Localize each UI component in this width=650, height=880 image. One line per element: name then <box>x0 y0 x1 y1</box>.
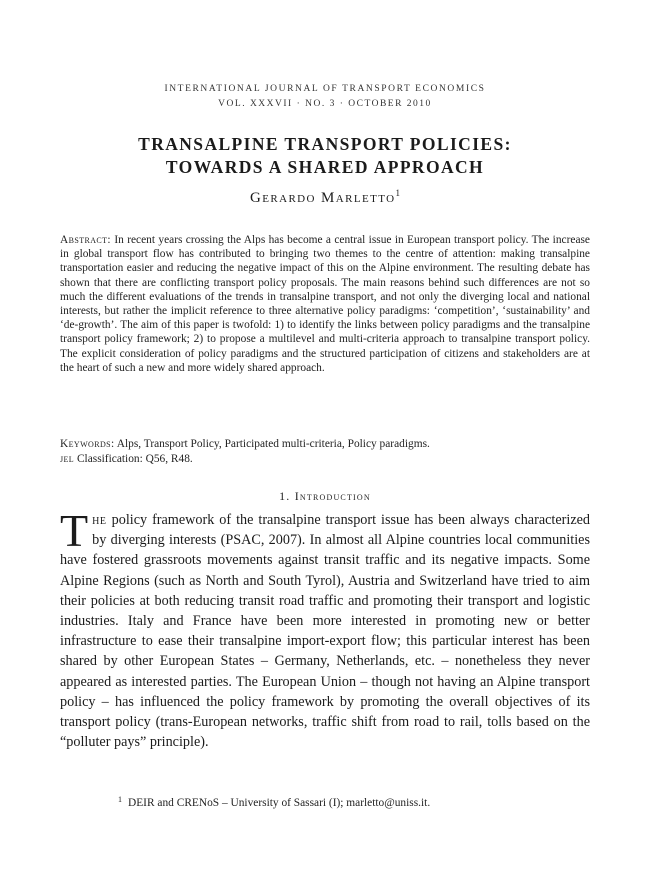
keywords-label: Keywords: <box>60 438 115 450</box>
jel-text: Classification: Q56, R48. <box>76 452 193 465</box>
footnote <box>118 795 598 809</box>
intro-paragraph <box>60 505 591 752</box>
jel-line <box>60 452 590 467</box>
intro-text: policy framework of the transalpine transport issue has been always characterized by diverging interests (PSAC, 2007). In almost all Alpine countries local communities have fostered grassroots movements against transit traffic and its negative impacts. Some Alpine Regions (such as North and South Tyrol), Austria and Switzerland have tried to aim their policies at both reducing transit road traffic and promoting their transport and logistic industries. Italy and France have been more interested in promoting new or better infrastructure to ease their transalpine import-export flow; this particular interest has been shared by other European States – Germany, Netherlands, etc. – nonetheless they never appeared as interested parties. The European Union – though not having an Alpine transport policy – has influenced the policy framework by promoting the overall objectives of its transport policy (trans-European networks, traffic shift from road to rail, tolls based on the “polluter pays” principle). <box>60 512 591 751</box>
drop-cap: T <box>60 505 89 556</box>
author-footnote-mark: 1 <box>395 188 400 198</box>
keywords-line <box>60 437 590 452</box>
abstract <box>60 233 590 375</box>
jel-label: jel <box>60 452 75 465</box>
keywords-text: Alps, Transport Policy, Participated multi-criteria, Policy paradigms. <box>116 438 430 450</box>
abstract-text: In recent years crossing the Alps has become a central issue in European transport policy. The increase in global transport flow has contributed to bringing two themes to the centre of attention: making transalpine transportation easier and reducing the negative impact of this on the Alpine environment. The resulting debate has shown that there are conflicting transport policy proposals. The main reasons behind such differences are not so much the different evaluations of the trends in transalpine transport, and not only the diverging local and national interests, but rather the implicit reference to three alternative policy paradigms: ‘competition’, ‘sustainability’ and ‘de-growth’. The aim of this paper is twofold: 1) to identify the links between policy paradigms and the transalpine transport policy framework; 2) to propose a multilevel and multi-criteria approach to transalpine transport policy. The explicit consideration of policy paradigms and the structured participation of citizens and stakeholders are at the heart of such a new and more widely shared approach. <box>60 234 590 374</box>
author-name: Gerardo Marletto <box>250 190 396 206</box>
paper-title-line-2: TOWARDS A SHARED APPROACH <box>165 157 485 177</box>
footnote-mark: 1 <box>118 795 122 804</box>
paper-title-line-1: TRANSALPINE TRANSPORT POLICIES: <box>138 134 512 154</box>
journal-issue: VOL. XXXVII · NO. 3 · OCTOBER 2010 <box>218 99 432 109</box>
section-heading: 1. Introduction <box>279 489 371 503</box>
journal-name: INTERNATIONAL JOURNAL OF TRANSPORT ECONOMICS <box>164 84 486 94</box>
footnote-text: DEIR and CRENoS – University of Sassari (I); marletto@uniss.it. <box>128 797 431 809</box>
intro-lead: he <box>92 512 107 528</box>
keywords-block <box>60 437 590 466</box>
author-line <box>0 188 650 207</box>
abstract-label: Abstract: <box>60 234 111 246</box>
